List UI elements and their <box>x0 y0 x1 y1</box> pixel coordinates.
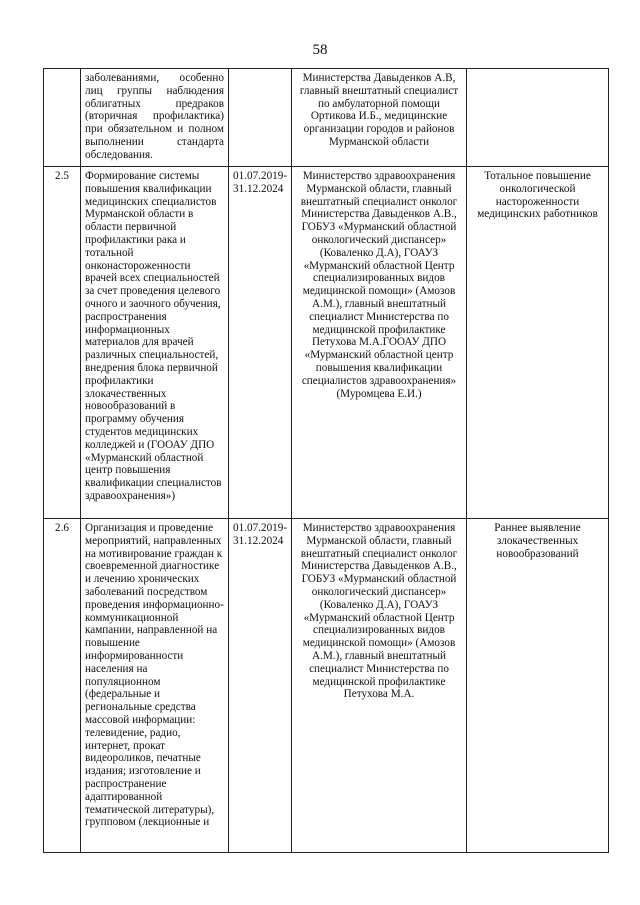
responsible-cell: Министерство здравоохранения Мурманской области, главный внештатный специалист онколог Министерства Давыденков А.В., ГОБУЗ «Мурманский областной онкологический диспансер» (Коваленко Д.А), ГОАУЗ «Мурманский областной Центр специализированных видов медицинской помощи» (Амозов А.М.), главный внештатный специалист Министерства по медицинской профилактике Петухова М.А.ГООАУ ДПО «Мурманский областной центр повышения квалификации специалистов здравоохранения» (Муромцева Е.И.) <box>292 167 467 519</box>
page-number: 58 <box>312 42 328 58</box>
dates-cell: 01.07.2019-31.12.2024 <box>229 519 292 853</box>
item-number-cell: 2.5 <box>44 167 81 519</box>
item-number-cell: 2.6 <box>44 519 81 853</box>
table-row <box>44 519 609 853</box>
dates-cell <box>229 69 292 167</box>
result-cell: Тотальное повышение онкологической настороженности медицинских работников <box>467 167 609 519</box>
activity-cell: заболеваниями, особенно лиц группы наблюдения облигатных предраков (вторичная профилактика) при обязательном и полном выполнении стандарта обследования. <box>81 69 229 167</box>
dates-cell: 01.07.2019-31.12.2024 <box>229 167 292 519</box>
responsible-cell: Министерство здравоохранения Мурманской области, главный внештатный специалист онколог Министерства Давыденков А.В., ГОБУЗ «Мурманский областной онкологический диспансер» (Коваленко Д.А), ГОАУЗ «Мурманский областной Центр специализированных видов медицинской помощи» (Амозов А.М.), главный внештатный специалист Министерства по медицинской профилактике Петухова М.А. <box>292 519 467 853</box>
action-plan-table <box>43 68 609 853</box>
activity-cell: Формирование системы повышения квалификации медицинских специалистов Мурманской области в области первичной профилактики рака и тотальной онконастороженности врачей всех специальностей за счет проведения целевого очного и заочного обучения, распространения информационных материалов для врачей различных специальностей, внедрения блока первичной профилактики злокачественных новообразований в программу обучения студентов медицинских колледжей и (ГООАУ ДПО «Мурманский областной центр повышения квалификации специалистов здравоохранения») <box>81 167 229 519</box>
responsible-cell: Министерства Давыденков А.В, главный внештатный специалист по амбулаторной помощи Ортикова И.Б., медицинские организации городов и районов Мурманской области <box>292 69 467 167</box>
table-row <box>44 69 609 167</box>
item-number-cell <box>44 69 81 167</box>
result-cell <box>467 69 609 167</box>
result-cell: Раннее выявление злокачественных новообразований <box>467 519 609 853</box>
activity-cell: Организация и проведение мероприятий, направленных на мотивирование граждан к своевременной диагностике и лечению хронических заболеваний посредством проведения информационно-коммуникационной кампании, направленной на повышение информированности населения на популяционном (федеральные и региональные средства массовой информации: телевидение, радио, интернет, прокат видеороликов, печатные издания; изготовление и распространение адаптированной тематической литературы), групповом (лекционные и <box>81 519 229 853</box>
table-row <box>44 167 609 519</box>
